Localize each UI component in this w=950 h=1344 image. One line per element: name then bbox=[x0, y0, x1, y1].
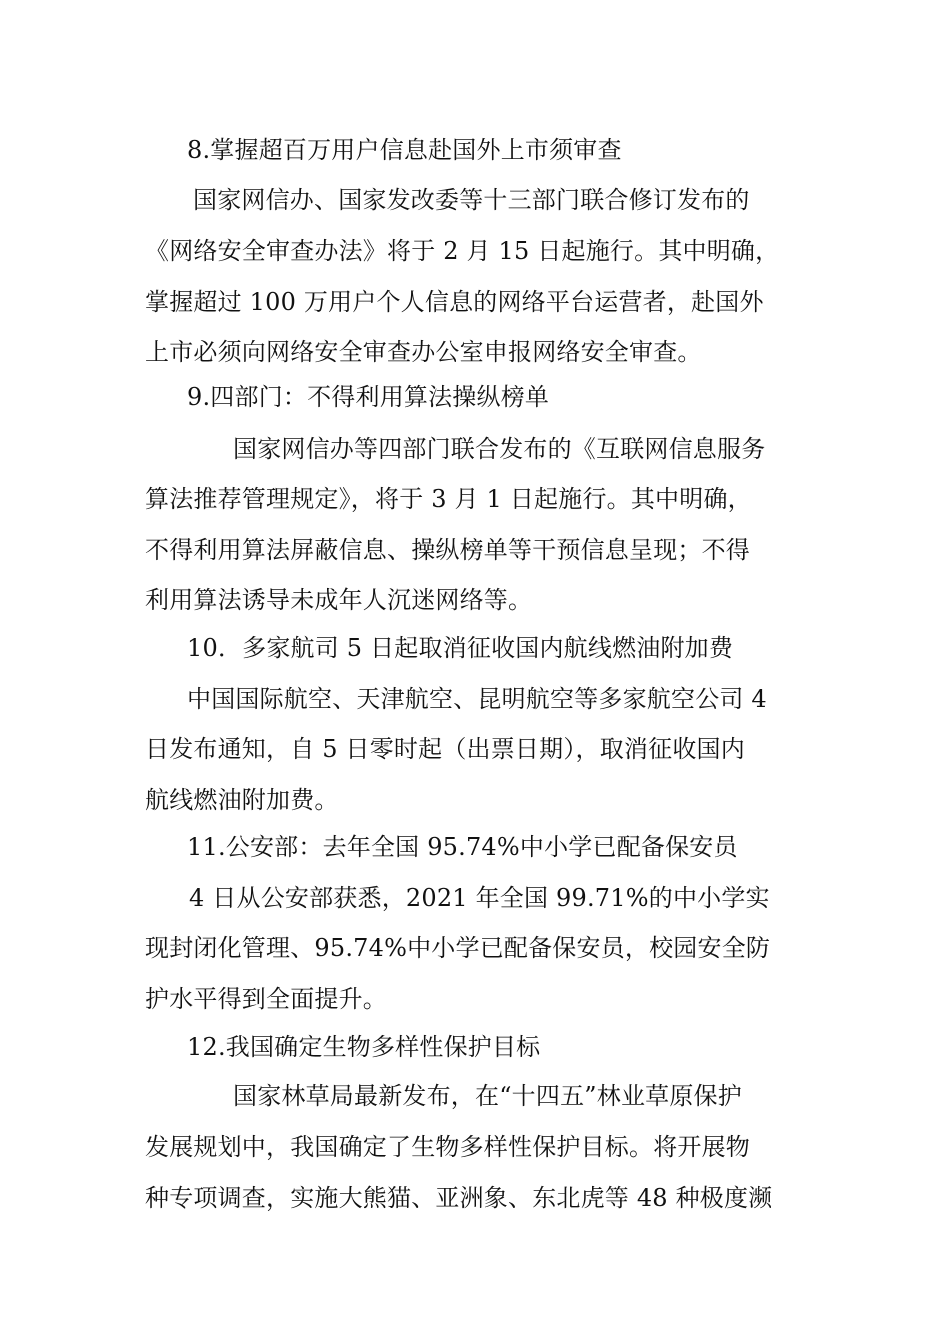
paragraph-line: 不得利用算法屏蔽信息、操纵榜单等干预信息呈现；不得 bbox=[145, 536, 750, 564]
paragraph-line: 发展规划中，我国确定了生物多样性保护目标。将开展物 bbox=[145, 1133, 750, 1161]
paragraph-line: 中国国际航空、天津航空、昆明航空等多家航空公司 4 bbox=[187, 685, 767, 713]
paragraph-line: 国家网信办、国家发改委等十三部门联合修订发布的 bbox=[193, 186, 750, 214]
paragraph-line: 掌握超过 100 万用户个人信息的网络平台运营者，赴国外 bbox=[145, 288, 764, 316]
paragraph-line: 现封闭化管理、95.74%中小学已配备保安员，校园安全防 bbox=[145, 934, 771, 962]
paragraph-line: 利用算法诱导未成年人沉迷网络等。 bbox=[145, 586, 533, 614]
paragraph-line: 算法推荐管理规定》，将于 3 月 1 日起施行。其中明确， bbox=[145, 485, 752, 513]
paragraph-line: 航线燃油附加费。 bbox=[145, 786, 339, 814]
paragraph-line: 种专项调查，实施大熊猫、亚洲象、东北虎等 48 种极度濒 bbox=[145, 1184, 773, 1212]
section-heading: 9.四部门：不得利用算法操纵榜单 bbox=[187, 383, 550, 411]
section-heading: 8.掌握超百万用户信息赴国外上市须审查 bbox=[187, 136, 622, 164]
paragraph-line: 护水平得到全面提升。 bbox=[145, 985, 387, 1013]
paragraph-line: 国家林草局最新发布，在“十四五”林业草原保护 bbox=[233, 1082, 742, 1110]
section-heading: 10．多家航司 5 日起取消征收国内航线燃油附加费 bbox=[187, 634, 734, 662]
paragraph-line: 上市必须向网络安全审查办公室申报网络安全审查。 bbox=[145, 338, 702, 366]
paragraph-line: 4 日从公安部获悉，2021 年全国 99.71%的中小学实 bbox=[189, 884, 770, 912]
paragraph-line: 《网络安全审查办法》将于 2 月 15 日起施行。其中明确， bbox=[145, 237, 780, 265]
paragraph-line: 国家网信办等四部门联合发布的《互联网信息服务 bbox=[233, 435, 766, 463]
paragraph-line: 日发布通知，自 5 日零时起（出票日期），取消征收国内 bbox=[145, 735, 745, 763]
section-heading: 11.公安部：去年全国 95.74%中小学已配备保安员 bbox=[187, 833, 738, 861]
section-heading: 12.我国确定生物多样性保护目标 bbox=[187, 1033, 541, 1061]
